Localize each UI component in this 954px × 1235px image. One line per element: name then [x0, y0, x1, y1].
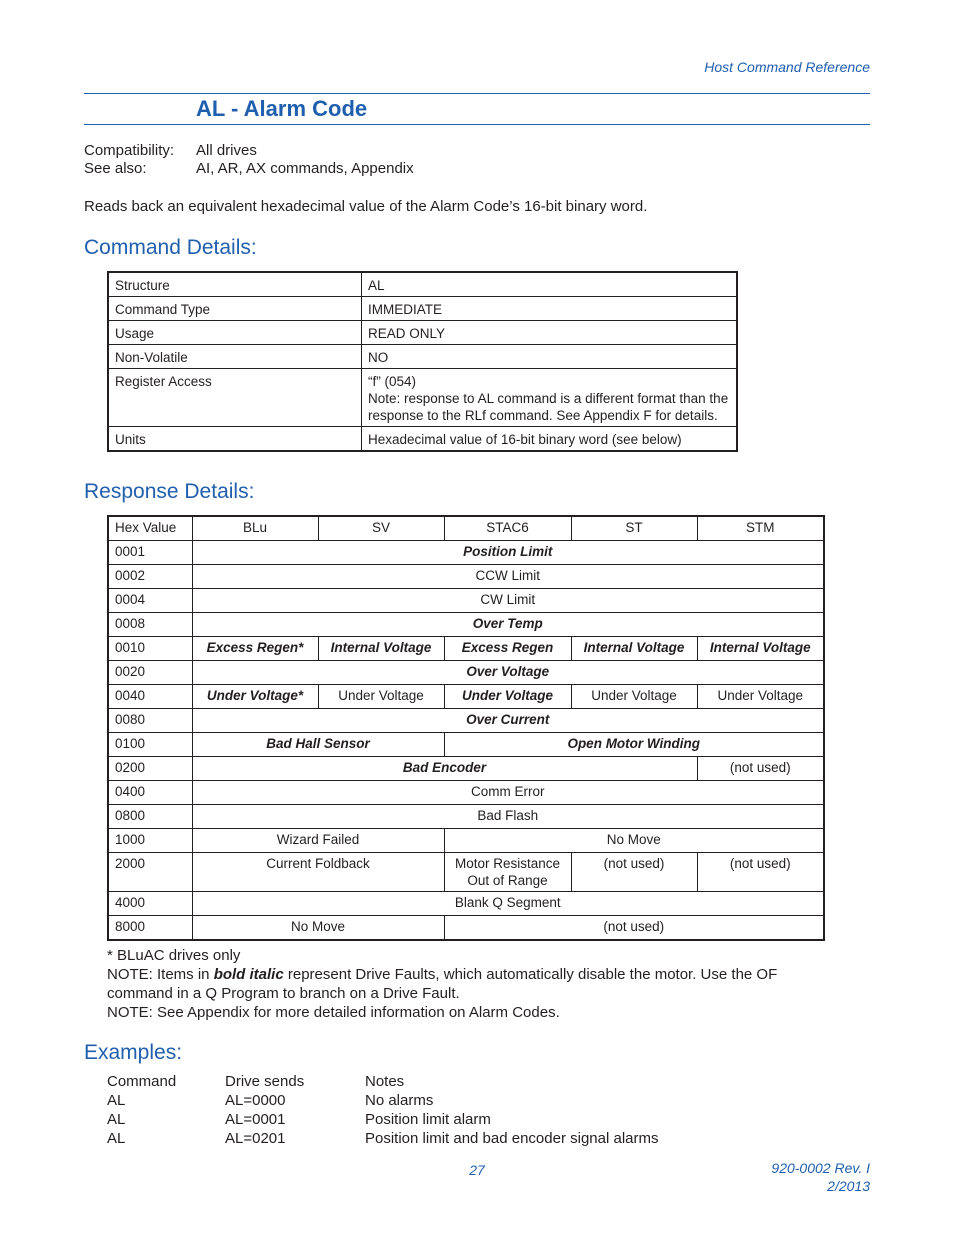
cell-value: AL [362, 272, 738, 297]
column-header: STAC6 [444, 516, 571, 541]
hex-value: 2000 [108, 853, 192, 892]
alarm-cell: Under Voltage [571, 685, 697, 709]
see-also-label: See also: [84, 160, 147, 177]
table-row [108, 892, 824, 916]
cell-value: NO [362, 345, 738, 369]
page-title: AL - Alarm Code [196, 96, 368, 121]
table-row [108, 637, 824, 661]
table-header-row [108, 516, 824, 541]
alarm-cell: Open Motor Winding [444, 733, 824, 757]
alarm-cell: Over Current [192, 709, 824, 733]
alarm-cell: Bad Flash [192, 805, 824, 829]
table-row [108, 661, 824, 685]
hex-value: 0400 [108, 781, 192, 805]
column-header: ST [571, 516, 697, 541]
compatibility-block [84, 142, 414, 178]
table-row [108, 781, 824, 805]
hex-value: 0004 [108, 589, 192, 613]
cell-value: IMMEDIATE [362, 297, 738, 321]
alarm-cell: No Move [444, 829, 824, 853]
cell-label: Command Type [108, 297, 362, 321]
page-number: 27 [469, 1162, 485, 1178]
hex-value: 0008 [108, 613, 192, 637]
alarm-cell: Bad Encoder [192, 757, 697, 781]
column-header: Drive sends [225, 1073, 305, 1090]
alarm-cell: Under Voltage [697, 685, 824, 709]
example-note: Position limit and bad encoder signal alarms [365, 1130, 659, 1147]
hex-value: 8000 [108, 916, 192, 941]
alarm-cell-line: Motor Resistance [454, 856, 561, 871]
column-header: Notes [365, 1073, 405, 1090]
note-suffix: represent Drive Faults, which automatically disable the motor. Use the OF command in a Q Program to branch on a Drive Fault. [107, 966, 778, 1002]
alarm-cell-line: Out of Range [467, 873, 548, 888]
table-row [108, 709, 824, 733]
note-emphasis: bold italic [213, 966, 284, 983]
register-note: Note: response to AL command is a different format than the response to the RLf command. See Appendix F for details. [368, 391, 729, 423]
table-row [108, 369, 737, 427]
cell-label: Non-Volatile [108, 345, 362, 369]
column-header: STM [697, 516, 824, 541]
table-row [108, 829, 824, 853]
hex-value: 0001 [108, 541, 192, 565]
doc-date: 2/2013 [827, 1178, 870, 1194]
compat-value: All drives [196, 142, 257, 159]
cell-label: Units [108, 427, 362, 452]
alarm-cell: Over Temp [192, 613, 824, 637]
table-row [108, 321, 737, 345]
alarm-cell: Excess Regen* [192, 637, 318, 661]
alarm-cell: Current Foldback [192, 853, 444, 892]
cell-label: Register Access [108, 369, 362, 427]
alarm-cell: Internal Voltage [318, 637, 444, 661]
table-row [108, 541, 824, 565]
hex-value: 0020 [108, 661, 192, 685]
command-description: Reads back an equivalent hexadecimal value of the Alarm Code’s 16-bit binary word. [84, 198, 648, 215]
cell-value: Hexadecimal value of 16-bit binary word (see below) [362, 427, 738, 452]
column-header: Hex Value [108, 516, 192, 541]
examples-table [107, 1072, 659, 1148]
column-header: BLu [192, 516, 318, 541]
table-row [108, 733, 824, 757]
title-bar [84, 93, 870, 125]
hex-value: 0080 [108, 709, 192, 733]
note-drive-faults [107, 965, 827, 1003]
see-also-value: AI, AR, AX commands, Appendix [196, 160, 414, 177]
footnote: * BLuAC drives only [107, 947, 241, 964]
example-command: AL [107, 1092, 126, 1109]
table-row [107, 1110, 659, 1129]
table-row [108, 613, 824, 637]
compat-label: Compatibility: [84, 142, 175, 159]
table-row [108, 272, 737, 297]
hex-value: 0200 [108, 757, 192, 781]
example-note: Position limit alarm [365, 1111, 491, 1128]
response-details-heading: Response Details: [84, 480, 255, 503]
cell-label: Structure [108, 272, 362, 297]
command-details-heading: Command Details: [84, 236, 257, 259]
alarm-cell [444, 853, 571, 892]
example-response: AL=0000 [225, 1092, 286, 1109]
alarm-cell: No Move [192, 916, 444, 941]
hex-value: 1000 [108, 829, 192, 853]
alarm-cell: Wizard Failed [192, 829, 444, 853]
alarm-cell: Comm Error [192, 781, 824, 805]
alarm-cell: Excess Regen [444, 637, 571, 661]
alarm-cell: Over Voltage [192, 661, 824, 685]
table-row [108, 916, 824, 941]
alarm-cell: (not used) [697, 757, 824, 781]
notes-block [107, 946, 827, 1022]
note-appendix: NOTE: See Appendix for more detailed information on Alarm Codes. [107, 1004, 560, 1021]
alarm-cell: (not used) [571, 853, 697, 892]
table-row [108, 757, 824, 781]
examples-header-row [107, 1072, 659, 1091]
example-response: AL=0001 [225, 1111, 286, 1128]
hex-value: 0040 [108, 685, 192, 709]
register-address: “f” (054) [368, 374, 417, 389]
cell-label: Usage [108, 321, 362, 345]
alarm-cell: (not used) [444, 916, 824, 941]
table-row [108, 805, 824, 829]
alarm-cell: CCW Limit [192, 565, 824, 589]
alarm-cell: Bad Hall Sensor [192, 733, 444, 757]
doc-number: 920-0002 Rev. I [771, 1160, 870, 1176]
hex-value: 0100 [108, 733, 192, 757]
alarm-cell: CW Limit [192, 589, 824, 613]
hex-value: 0002 [108, 565, 192, 589]
example-command: AL [107, 1111, 126, 1128]
alarm-cell: Under Voltage [444, 685, 571, 709]
note-prefix: NOTE: Items in [107, 966, 214, 983]
table-row [108, 427, 737, 452]
example-response: AL=0201 [225, 1130, 286, 1147]
table-row [108, 297, 737, 321]
document-reference [771, 1159, 870, 1195]
table-row [108, 853, 824, 892]
cell-value [362, 369, 738, 427]
hex-value: 0800 [108, 805, 192, 829]
alarm-cell: Under Voltage* [192, 685, 318, 709]
alarm-cell: Position Limit [192, 541, 824, 565]
examples-heading: Examples: [84, 1041, 183, 1064]
hex-value: 0010 [108, 637, 192, 661]
table-row [108, 345, 737, 369]
alarm-cell: Internal Voltage [697, 637, 824, 661]
command-details-table [107, 271, 738, 452]
example-note: No alarms [365, 1092, 434, 1109]
table-row [107, 1129, 659, 1148]
column-header: Command [107, 1073, 177, 1090]
table-row [108, 565, 824, 589]
table-row [108, 589, 824, 613]
example-command: AL [107, 1130, 126, 1147]
table-row [108, 685, 824, 709]
hex-value: 4000 [108, 892, 192, 916]
table-row [107, 1091, 659, 1110]
alarm-cell: (not used) [697, 853, 824, 892]
cell-value: READ ONLY [362, 321, 738, 345]
alarm-cell: Internal Voltage [571, 637, 697, 661]
alarm-cell: Under Voltage [318, 685, 444, 709]
running-header: Host Command Reference [704, 59, 870, 75]
response-details-table [107, 515, 825, 941]
alarm-cell: Blank Q Segment [192, 892, 824, 916]
column-header: SV [318, 516, 444, 541]
